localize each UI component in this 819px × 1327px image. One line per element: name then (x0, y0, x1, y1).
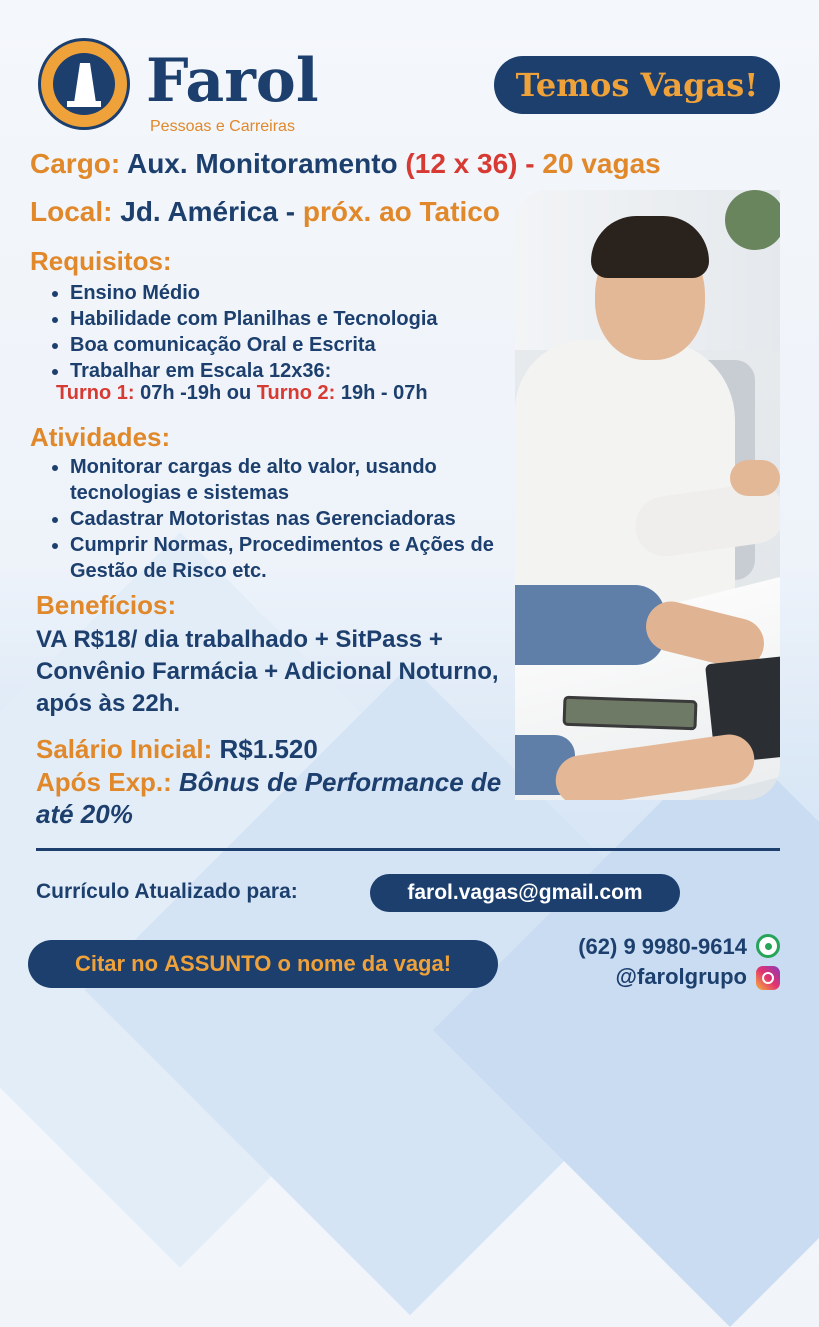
list-item: • Boa comunicação Oral e Escrita (70, 332, 438, 358)
brand-tagline: Pessoas e Carreiras (150, 118, 295, 135)
cargo-sep: : (110, 148, 121, 179)
requisitos-list (50, 280, 438, 384)
assunto-pre: Citar no (74, 951, 165, 976)
turno-line (56, 382, 428, 405)
salario-line (36, 734, 318, 765)
turno1-value: 07h -19h ou (134, 382, 257, 404)
list-item: • Monitorar cargas de alto valor, usando tecnologias e sistemas (70, 454, 510, 506)
local-line (30, 196, 500, 228)
curriculo-label: Currículo Atualizado para: (36, 880, 298, 903)
list-item: • Ensino Médio (70, 280, 438, 306)
beneficios-text: VA R$18/ dia trabalhado + SitPass + Convênio Farmácia + Adicional Noturno, após às 22h. (36, 626, 499, 717)
beneficios-title: Benefícios: (36, 590, 177, 620)
list-item: • Trabalhar em Escala 12x36: (70, 358, 438, 384)
local-label: Local: (30, 196, 113, 227)
list-item: • Cumprir Normas, Procedimentos e Ações de Gestão de Risco etc. (70, 532, 510, 584)
turno2-label: Turno 2: (256, 382, 336, 404)
cargo-line (30, 148, 661, 180)
cargo-value: Aux. Monitoramento (120, 148, 406, 179)
apos-exp-line (36, 766, 506, 830)
lighthouse-icon (38, 38, 130, 130)
email-link[interactable]: farol.vagas@gmail.com (370, 874, 680, 912)
whatsapp-icon[interactable] (756, 934, 780, 958)
instagram-icon[interactable] (756, 966, 780, 990)
list-item: • Habilidade com Planilhas e Tecnologia (70, 306, 438, 332)
office-photo (515, 190, 780, 800)
cargo-vagas: 20 vagas (542, 148, 661, 179)
cargo-dash: - (517, 148, 543, 179)
cargo-escala: (12 x 36) (405, 148, 518, 179)
turno1-label: Turno 1: (56, 382, 135, 404)
cargo-label: Cargo (30, 148, 111, 179)
atividades-list (50, 454, 510, 584)
assunto-post: o nome da vaga! (271, 951, 452, 976)
salario-label: Salário Inicial: (36, 734, 213, 764)
temos-vagas-badge: Temos Vagas! (494, 56, 780, 114)
phone-number[interactable]: (62) 9 9980-9614 (578, 934, 747, 959)
apos-value: Bônus de Performance de até 20% (36, 767, 502, 829)
local-ref: próx. ao Tatico (302, 196, 500, 227)
divider (36, 848, 780, 851)
atividades-title: Atividades: (30, 422, 171, 452)
brand-name: Farol (146, 46, 319, 116)
apos-label: Após Exp.: (36, 767, 172, 797)
salario-value: R$1.520 (212, 734, 318, 764)
local-value: Jd. América - (112, 196, 303, 227)
assunto-note (28, 940, 498, 988)
list-item: • Cadastrar Motoristas nas Gerenciadoras (70, 506, 510, 532)
requisitos-title: Requisitos: (30, 246, 172, 276)
turno2-value: 19h - 07h (335, 382, 428, 404)
instagram-handle[interactable]: @farolgrupo (615, 964, 747, 989)
assunto-bold: ASSUNTO (164, 951, 272, 976)
